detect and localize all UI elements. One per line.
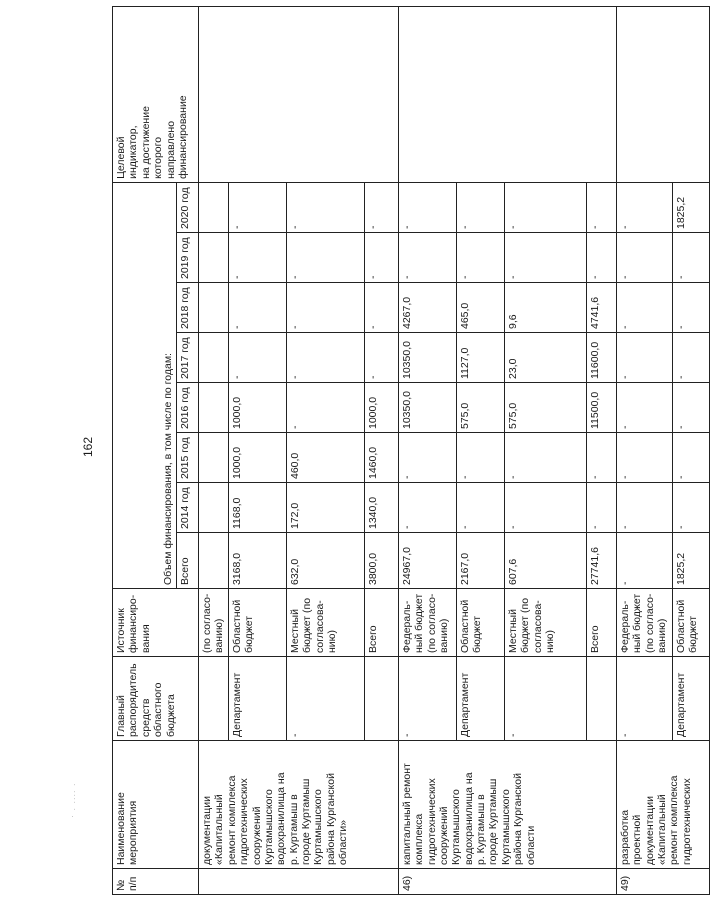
header-row-1 (113, 6, 177, 894)
row45-vsego-2015: 1460,0 (364, 433, 398, 483)
row45-name-text: документации «Капитальный ремонт комплекса гидротехнических сооружений Куртамышского водохранилища на р. Куртамыш в городе Куртамыш Куртамышского района Курганской области» (201, 772, 350, 865)
row46-obl-total: 2167,0 (456, 533, 504, 589)
row45-obl-2016: 1000,0 (228, 383, 286, 433)
rotated-table-wrapper (112, 57, 700, 895)
row46-fed-2016: 10350,0 (398, 383, 456, 433)
row45-mest-2017: - (286, 333, 364, 383)
row46-obl-2018: 465,0 (456, 283, 504, 333)
row45-num (199, 869, 399, 895)
row46-vsego-2019: - (586, 233, 616, 283)
row46-indicator (398, 6, 616, 182)
row46-num: 46) (398, 869, 616, 895)
row46-obl-2020: - (456, 182, 504, 232)
cell (199, 433, 229, 483)
row46-fed-total: 24967,0 (398, 533, 456, 589)
row46-mest-2019: - (504, 233, 586, 283)
row45-obl-2018: - (228, 283, 286, 333)
row49-obl-total: 1825,2 (672, 533, 709, 589)
row49-fed-source-text: Федераль- ный бюджет (по согласо- ванию) (618, 593, 668, 653)
cell (199, 233, 229, 283)
row49-indicator (616, 6, 709, 182)
row45-obl-2017: - (228, 333, 286, 383)
row49-obl-2019: - (672, 233, 709, 283)
row49-obl-2020: 1825,2 (672, 182, 709, 232)
row45-obl-2015: 1000,0 (228, 433, 286, 483)
row49-fed-total: - (616, 533, 672, 589)
row45-cont-manager (199, 657, 229, 741)
row46-mest-2014: - (504, 483, 586, 533)
row46-fed-2020: - (398, 182, 456, 232)
cell (199, 383, 229, 433)
header-year-2017: 2017 год (177, 333, 199, 383)
financing-table (112, 6, 710, 895)
header-year-2015: 2015 год (177, 433, 199, 483)
row46-mest-2018: 9,6 (504, 283, 586, 333)
row46-obl-source-text: Областной бюджет (458, 599, 484, 653)
row49-obl-2017: - (672, 333, 709, 383)
row49-obl-2014: - (672, 483, 709, 533)
row49-fed-2014: - (616, 483, 672, 533)
row46-vsego-2018: 4741,6 (586, 283, 616, 333)
row46-fed-2017: 10350,0 (398, 333, 456, 383)
row46-mest-2015: - (504, 433, 586, 483)
row45-mest-2015: 460,0 (286, 433, 364, 483)
row49-name (616, 741, 709, 869)
table-row (398, 6, 456, 894)
row46-obl-2017: 1127,0 (456, 333, 504, 383)
row46-fed-2015: - (398, 433, 456, 483)
row46-obl-source (456, 589, 504, 657)
header-num-text: № п/п (115, 876, 140, 891)
row45-mest-2014: 172,0 (286, 483, 364, 533)
row45-obl-source-text: Областной бюджет (230, 599, 256, 653)
row45-vsego-2018: - (364, 283, 398, 333)
cell (199, 283, 229, 333)
row49-num: 49) (616, 869, 709, 895)
scan-mark: · . .... . (67, 782, 77, 818)
row46-obl-2014: - (456, 483, 504, 533)
row45-mest-manager: - (286, 657, 364, 741)
header-volume: Объем финансирования, в том числе по годам: (113, 182, 177, 588)
row45-obl-2020: - (228, 182, 286, 232)
row46-mest-2016: 575,0 (504, 383, 586, 433)
row46-mest-source (504, 589, 586, 657)
row45-mest-2016: - (286, 383, 364, 433)
row46-mest-2020: - (504, 182, 586, 232)
row46-vsego-source: Всего (586, 589, 616, 657)
row46-fed-2018: 4267,0 (398, 283, 456, 333)
row49-obl-2016: - (672, 383, 709, 433)
table-row (199, 6, 229, 894)
row45-obl-2019: - (228, 233, 286, 283)
row45-vsego-total: 3800,0 (364, 533, 398, 589)
row46-vsego-2017: 11600,0 (586, 333, 616, 383)
row45-cont-source (199, 589, 229, 657)
row49-obl-source (672, 589, 709, 657)
cell (199, 533, 229, 589)
header-num (113, 869, 199, 895)
row46-vsego-2020: - (586, 182, 616, 232)
cell (199, 182, 229, 232)
header-year-2016: 2016 год (177, 383, 199, 433)
row49-fed-2020: - (616, 182, 672, 232)
row49-fed-2017: - (616, 333, 672, 383)
row46-fed-source (398, 589, 456, 657)
row46-fed-2019: - (398, 233, 456, 283)
row46-name-text: капитальный ремонт комплекса гидротехнических сооружений Куртамышского водохранилища на р. Куртамыш в городе Куртамыш Куртамышского района Курганской области (400, 763, 537, 865)
header-year-2019: 2019 год (177, 233, 199, 283)
row45-vsego-2019: - (364, 233, 398, 283)
row46-vsego-2016: 11500,0 (586, 383, 616, 433)
row49-fed-2018: - (616, 283, 672, 333)
row45-vsego-manager (364, 657, 398, 741)
row49-obl-2015: - (672, 433, 709, 483)
row49-fed-2016: - (616, 383, 672, 433)
row45-mest-2019: - (286, 233, 364, 283)
row45-name (199, 741, 399, 869)
row46-fed-source-text: Федераль- ный бюджет (по согласо- ванию) (400, 593, 450, 653)
row45-indicator (199, 6, 399, 182)
row45-obl-2014: 1168,0 (228, 483, 286, 533)
row46-obl-2016: 575,0 (456, 383, 504, 433)
page-number: 162 (81, 436, 96, 458)
header-indicator (113, 6, 199, 182)
row45-mest-source (286, 589, 364, 657)
row46-obl-manager: Департамент (456, 657, 504, 741)
row45-mest-source-text: Местный бюджет (по согласова- нию) (288, 597, 338, 653)
row45-vsego-2016: 1000,0 (364, 383, 398, 433)
row46-vsego-total: 27741,6 (586, 533, 616, 589)
row45-vsego-2014: 1340,0 (364, 483, 398, 533)
row46-fed-manager: - (398, 657, 456, 741)
row45-mest-total: 632,0 (286, 533, 364, 589)
row46-mest-2017: 23,0 (504, 333, 586, 383)
header-source (113, 589, 199, 657)
row45-vsego-2017: - (364, 333, 398, 383)
header-name (113, 741, 199, 869)
header-manager (113, 657, 199, 741)
cell (199, 483, 229, 533)
header-year-2018: 2018 год (177, 283, 199, 333)
row49-obl-source-text: Областной бюджет (674, 599, 700, 653)
row46-fed-2014: - (398, 483, 456, 533)
row49-obl-2018: - (672, 283, 709, 333)
row45-obl-total: 3168,0 (228, 533, 286, 589)
row49-fed-2015: - (616, 433, 672, 483)
header-source-text: Источник финансиро- вания (115, 594, 152, 653)
row45-vsego-source: Всего (364, 589, 398, 657)
cell (199, 333, 229, 383)
row46-mest-total: 607,6 (504, 533, 586, 589)
header-total: Всего (177, 533, 199, 589)
row49-fed-2019: - (616, 233, 672, 283)
row46-name (398, 741, 616, 869)
row46-obl-2019: - (456, 233, 504, 283)
row46-mest-manager: - (504, 657, 586, 741)
row49-fed-source (616, 589, 672, 657)
row45-mest-2020: - (286, 182, 364, 232)
header-manager-text: Главный распорядитель средств областного бюджета (115, 663, 177, 737)
row45-vsego-2020: - (364, 182, 398, 232)
row45-obl-manager: Департамент (228, 657, 286, 741)
row45-obl-source (228, 589, 286, 657)
row49-name-text: разработка проектной документации «Капитальный ремонт комплекса гидротехнических (618, 775, 693, 865)
row49-obl-manager: Департамент (672, 657, 709, 741)
row46-vsego-2014: - (586, 483, 616, 533)
header-year-2020: 2020 год (177, 182, 199, 232)
row46-vsego-2015: - (586, 433, 616, 483)
row49-fed-manager: - (616, 657, 672, 741)
row46-obl-2015: - (456, 433, 504, 483)
header-name-text: Наименование мероприятия (115, 792, 140, 865)
table-row (616, 6, 672, 894)
row45-mest-2018: - (286, 283, 364, 333)
header-indicator-text: Целевой индикатор, на достижение которого направлено финансирование (115, 95, 189, 179)
row46-vsego-manager (586, 657, 616, 741)
row46-mest-source-text: Местный бюджет (по согласова- нию) (506, 597, 556, 653)
header-year-2014: 2014 год (177, 483, 199, 533)
row45-cont-source-text: (по согласо- ванию) (201, 593, 226, 653)
